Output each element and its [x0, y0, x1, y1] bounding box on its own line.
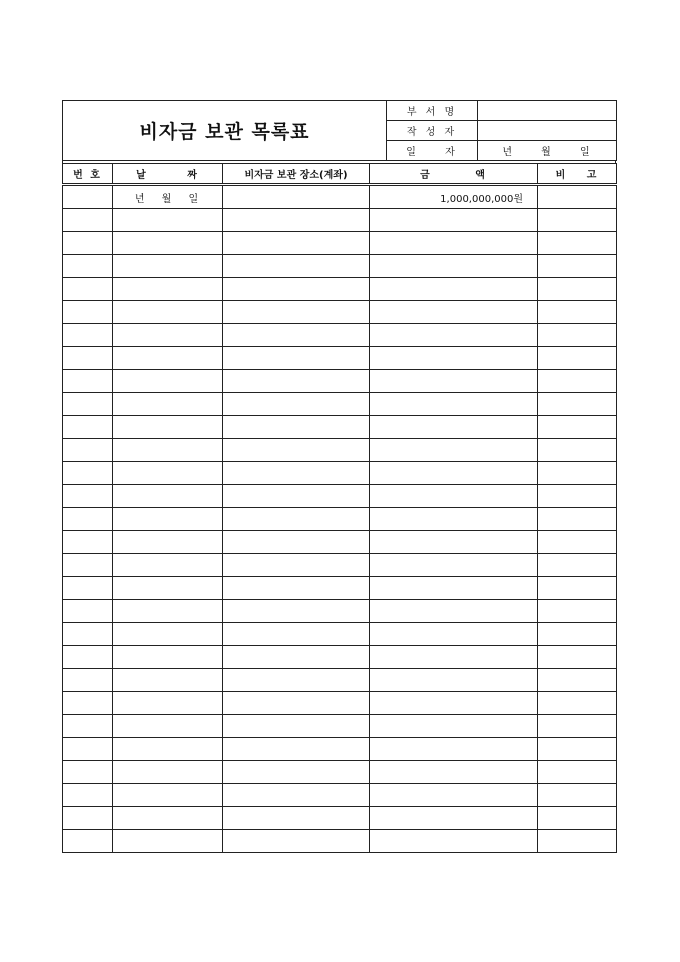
- cell-place[interactable]: [223, 301, 370, 324]
- cell-date[interactable]: [113, 830, 223, 853]
- cell-no[interactable]: [63, 439, 113, 462]
- cell-note[interactable]: [538, 255, 617, 278]
- table-row: [63, 531, 617, 554]
- cell-no[interactable]: [63, 554, 113, 577]
- cell-date[interactable]: [113, 209, 223, 232]
- cell-note[interactable]: [538, 830, 617, 853]
- table-row: [63, 692, 617, 715]
- cell-note[interactable]: [538, 324, 617, 347]
- col-header-place: 비자금 보관 장소(계좌): [223, 164, 370, 185]
- cell-place[interactable]: [223, 462, 370, 485]
- cell-place[interactable]: [223, 416, 370, 439]
- col-header-amount: 금 액: [370, 164, 538, 185]
- cell-place[interactable]: [223, 439, 370, 462]
- cell-place[interactable]: [223, 347, 370, 370]
- cell-place[interactable]: [223, 232, 370, 255]
- cell-place[interactable]: [223, 485, 370, 508]
- cell-place[interactable]: [223, 185, 370, 209]
- document-sheet: [62, 100, 616, 853]
- table-row: [63, 232, 617, 255]
- cell-no[interactable]: [63, 784, 113, 807]
- cell-date[interactable]: [113, 278, 223, 301]
- cell-amount[interactable]: [370, 807, 538, 830]
- cell-note[interactable]: [538, 669, 617, 692]
- cell-place[interactable]: [223, 370, 370, 393]
- cell-amount[interactable]: [370, 738, 538, 761]
- cell-place[interactable]: [223, 738, 370, 761]
- cell-no[interactable]: [63, 278, 113, 301]
- cell-no[interactable]: [63, 692, 113, 715]
- cell-amount[interactable]: [370, 255, 538, 278]
- cell-note[interactable]: [538, 577, 617, 600]
- cell-no[interactable]: [63, 255, 113, 278]
- cell-note[interactable]: [538, 485, 617, 508]
- cell-date[interactable]: [113, 646, 223, 669]
- cell-no[interactable]: [63, 623, 113, 646]
- cell-date[interactable]: [113, 715, 223, 738]
- cell-note[interactable]: [538, 462, 617, 485]
- cell-amount[interactable]: [370, 209, 538, 232]
- cell-note[interactable]: [538, 209, 617, 232]
- col-header-note: 비 고: [538, 164, 617, 185]
- writer-value: [478, 121, 617, 141]
- cell-amount[interactable]: [370, 508, 538, 531]
- cell-place[interactable]: [223, 807, 370, 830]
- cell-note[interactable]: [538, 370, 617, 393]
- date-value: 년 월 일: [478, 141, 617, 161]
- cell-no[interactable]: [63, 185, 113, 209]
- cell-amount[interactable]: [370, 439, 538, 462]
- cell-no[interactable]: [63, 830, 113, 853]
- cell-date[interactable]: [113, 462, 223, 485]
- cell-date[interactable]: [113, 347, 223, 370]
- cell-no[interactable]: [63, 577, 113, 600]
- table-row: [63, 646, 617, 669]
- cell-no[interactable]: [63, 807, 113, 830]
- cell-amount[interactable]: [370, 761, 538, 784]
- cell-date[interactable]: [113, 761, 223, 784]
- cell-date[interactable]: [113, 485, 223, 508]
- cell-place[interactable]: [223, 577, 370, 600]
- col-header-no: 번 호: [63, 164, 113, 185]
- cell-place[interactable]: [223, 600, 370, 623]
- cell-no[interactable]: [63, 531, 113, 554]
- cell-date[interactable]: 년 월 일: [113, 185, 223, 209]
- table-row: [63, 301, 617, 324]
- cell-amount[interactable]: [370, 531, 538, 554]
- cell-amount[interactable]: [370, 646, 538, 669]
- cell-amount[interactable]: [370, 600, 538, 623]
- table-row: [63, 669, 617, 692]
- cell-date[interactable]: [113, 508, 223, 531]
- table-row: [63, 324, 617, 347]
- cell-amount[interactable]: 1,000,000,000원: [370, 185, 538, 209]
- table-row: [63, 761, 617, 784]
- cell-no[interactable]: [63, 715, 113, 738]
- cell-no[interactable]: [63, 393, 113, 416]
- date-label: 일 자: [387, 141, 478, 161]
- table-row: [63, 278, 617, 301]
- cell-place[interactable]: [223, 255, 370, 278]
- cell-date[interactable]: [113, 692, 223, 715]
- cell-place[interactable]: [223, 692, 370, 715]
- cell-amount[interactable]: [370, 784, 538, 807]
- cell-place[interactable]: [223, 531, 370, 554]
- cell-amount[interactable]: [370, 416, 538, 439]
- ledger-table: [62, 163, 617, 853]
- table-row: [63, 209, 617, 232]
- cell-no[interactable]: [63, 761, 113, 784]
- table-row: [63, 715, 617, 738]
- cell-place[interactable]: [223, 715, 370, 738]
- table-row: [63, 347, 617, 370]
- cell-amount[interactable]: [370, 393, 538, 416]
- cell-no[interactable]: [63, 416, 113, 439]
- cell-date[interactable]: [113, 784, 223, 807]
- dept-label: 부 서 명: [387, 101, 478, 121]
- cell-amount[interactable]: [370, 692, 538, 715]
- cell-date[interactable]: [113, 232, 223, 255]
- cell-note[interactable]: [538, 531, 617, 554]
- cell-date[interactable]: [113, 370, 223, 393]
- cell-note[interactable]: [538, 623, 617, 646]
- cell-date[interactable]: [113, 554, 223, 577]
- cell-amount[interactable]: [370, 347, 538, 370]
- cell-no[interactable]: [63, 646, 113, 669]
- cell-place[interactable]: [223, 209, 370, 232]
- cell-note[interactable]: [538, 692, 617, 715]
- cell-note[interactable]: [538, 600, 617, 623]
- table-row: [63, 462, 617, 485]
- cell-note[interactable]: [538, 646, 617, 669]
- col-header-date: 날 짜: [113, 164, 223, 185]
- cell-place[interactable]: [223, 508, 370, 531]
- cell-amount[interactable]: [370, 554, 538, 577]
- cell-note[interactable]: [538, 761, 617, 784]
- cell-no[interactable]: [63, 232, 113, 255]
- table-row: [63, 807, 617, 830]
- table-row: [63, 185, 617, 209]
- table-row: [63, 393, 617, 416]
- table-row: [63, 600, 617, 623]
- cell-amount[interactable]: [370, 577, 538, 600]
- cell-date[interactable]: [113, 738, 223, 761]
- cell-note[interactable]: [538, 715, 617, 738]
- cell-date[interactable]: [113, 393, 223, 416]
- cell-note[interactable]: [538, 439, 617, 462]
- cell-date[interactable]: [113, 600, 223, 623]
- cell-note[interactable]: [538, 347, 617, 370]
- cell-note[interactable]: [538, 508, 617, 531]
- cell-date[interactable]: [113, 807, 223, 830]
- cell-note[interactable]: [538, 807, 617, 830]
- cell-no[interactable]: [63, 738, 113, 761]
- cell-no[interactable]: [63, 347, 113, 370]
- cell-note[interactable]: [538, 784, 617, 807]
- cell-date[interactable]: [113, 416, 223, 439]
- column-header-row: [63, 164, 617, 185]
- cell-amount[interactable]: [370, 830, 538, 853]
- cell-no[interactable]: [63, 485, 113, 508]
- table-row: [63, 784, 617, 807]
- cell-no[interactable]: [63, 301, 113, 324]
- cell-note[interactable]: [538, 738, 617, 761]
- cell-note[interactable]: [538, 301, 617, 324]
- cell-place[interactable]: [223, 623, 370, 646]
- table-row: [63, 370, 617, 393]
- header-table: [62, 100, 617, 161]
- table-row: [63, 623, 617, 646]
- cell-date[interactable]: [113, 439, 223, 462]
- cell-no[interactable]: [63, 669, 113, 692]
- cell-date[interactable]: [113, 669, 223, 692]
- cell-place[interactable]: [223, 324, 370, 347]
- dept-value: [478, 101, 617, 121]
- cell-no[interactable]: [63, 370, 113, 393]
- cell-amount[interactable]: [370, 232, 538, 255]
- cell-note[interactable]: [538, 393, 617, 416]
- cell-note[interactable]: [538, 416, 617, 439]
- table-row: [63, 577, 617, 600]
- cell-no[interactable]: [63, 209, 113, 232]
- cell-place[interactable]: [223, 554, 370, 577]
- cell-date[interactable]: [113, 301, 223, 324]
- table-row: [63, 738, 617, 761]
- cell-no[interactable]: [63, 324, 113, 347]
- cell-amount[interactable]: [370, 623, 538, 646]
- cell-amount[interactable]: [370, 370, 538, 393]
- cell-amount[interactable]: [370, 715, 538, 738]
- cell-note[interactable]: [538, 554, 617, 577]
- cell-note[interactable]: [538, 278, 617, 301]
- cell-place[interactable]: [223, 761, 370, 784]
- cell-amount[interactable]: [370, 669, 538, 692]
- writer-label: 작 성 자: [387, 121, 478, 141]
- cell-place[interactable]: [223, 830, 370, 853]
- cell-date[interactable]: [113, 577, 223, 600]
- cell-note[interactable]: [538, 185, 617, 209]
- table-row: [63, 485, 617, 508]
- cell-date[interactable]: [113, 531, 223, 554]
- cell-amount[interactable]: [370, 485, 538, 508]
- page-title: 비자금 보관 목록표: [63, 101, 387, 161]
- cell-date[interactable]: [113, 324, 223, 347]
- cell-no[interactable]: [63, 508, 113, 531]
- cell-date[interactable]: [113, 623, 223, 646]
- table-row: [63, 439, 617, 462]
- cell-place[interactable]: [223, 784, 370, 807]
- cell-amount[interactable]: [370, 301, 538, 324]
- table-row: [63, 416, 617, 439]
- cell-place[interactable]: [223, 393, 370, 416]
- table-row: [63, 508, 617, 531]
- cell-no[interactable]: [63, 600, 113, 623]
- cell-amount[interactable]: [370, 324, 538, 347]
- table-row: [63, 255, 617, 278]
- cell-place[interactable]: [223, 646, 370, 669]
- cell-date[interactable]: [113, 255, 223, 278]
- cell-no[interactable]: [63, 462, 113, 485]
- cell-place[interactable]: [223, 278, 370, 301]
- cell-place[interactable]: [223, 669, 370, 692]
- table-row: [63, 554, 617, 577]
- cell-note[interactable]: [538, 232, 617, 255]
- cell-amount[interactable]: [370, 278, 538, 301]
- table-row: [63, 830, 617, 853]
- cell-amount[interactable]: [370, 462, 538, 485]
